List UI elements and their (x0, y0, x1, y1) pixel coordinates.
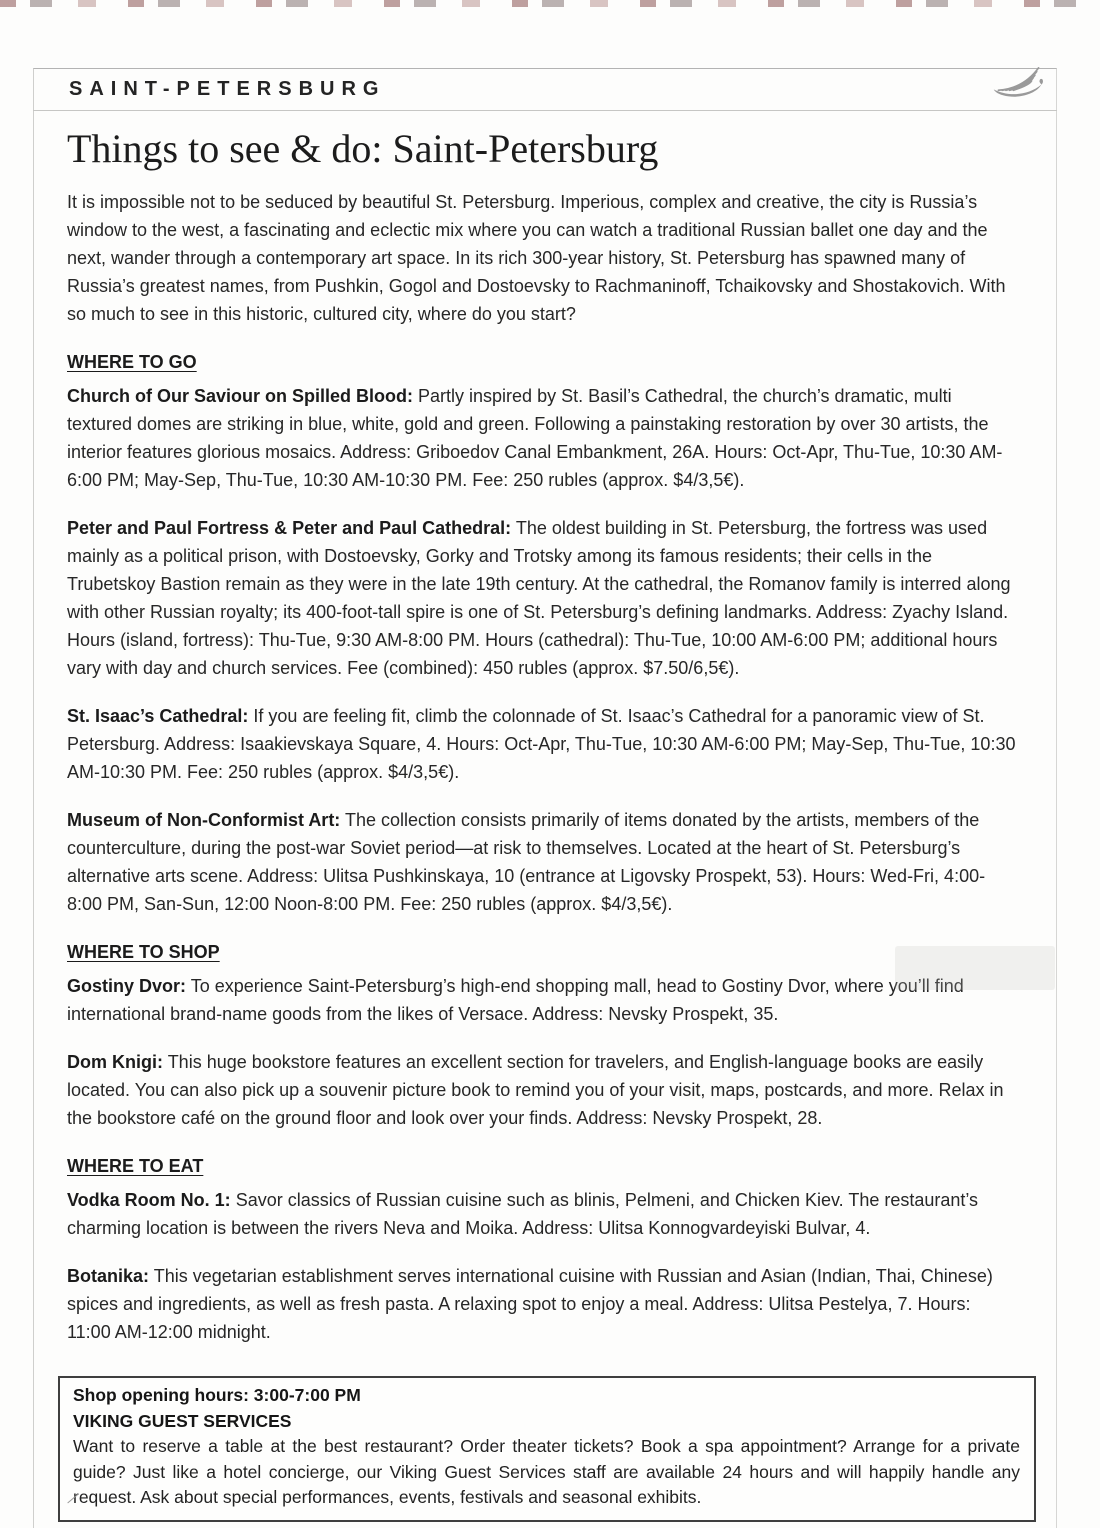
shop-opening-hours-line: Shop opening hours: 3:00-7:00 PM (73, 1385, 361, 1405)
poi-description: If you are feeling fit, climb the colonnade of St. Isaac’s Cathedral for a panoramic view of St. Petersburg. Address: Isaakievskaya Square, 4. Hours: Oct-Apr, Thu-Tue, 10:30 AM-6:00 PM; May-Sep, Thu-Tue, 10:30 AM-10:30 PM. Fee: 250 rubles (approx. $4/3,5€). (67, 706, 1016, 782)
poi-description: Savor classics of Russian cuisine such as blinis, Pelmeni, and Chicken Kiev. The restaurant’s charming location is between the rivers Neva and Moika. Address: Ulitsa Konnogvardeyiski Bulvar, 4. (67, 1190, 979, 1238)
poi-paragraph-church-spilled-blood (67, 382, 1019, 494)
poi-description: This huge bookstore features an excellent section for travelers, and English-language books are easily located. You can also pick up a souvenir picture book to remind you of your visit, maps, postcards, and more. Relax in the bookstore café on the ground floor and look over your finds. Address: Nevsky Prospekt, 28. (67, 1052, 1004, 1128)
section-heading-where-to-eat (67, 1152, 1019, 1180)
poi-name: Dom Knigi: (67, 1052, 163, 1072)
viking-guest-services-heading: VIKING GUEST SERVICES (73, 1410, 292, 1431)
section-heading-where-to-go (67, 348, 1019, 376)
section-heading-where-to-shop (67, 938, 1019, 966)
poi-name: Church of Our Saviour on Spilled Blood: (67, 386, 413, 406)
poi-paragraph-botanika (67, 1262, 1019, 1346)
poi-description: The collection consists primarily of items donated by the artists, members of the counterculture, during the post-war Soviet period—at risk to themselves. Located at the heart of St. Petersburg’s alternative arts scene. Address: Ulitsa Pushkinskaya, 10 (entrance at Ligovsky Prospekt, 53). Hours: Wed-Fri, 4:00-8:00 PM, San-Sun, 12:00 Noon-8:00 PM. Fee: 250 rubles (approx. $4/3,5€). (67, 810, 986, 914)
viking-ship-logo-icon (990, 58, 1046, 102)
page-header (33, 68, 1057, 111)
page-title: Things to see & do: Saint-Petersburg (67, 126, 659, 171)
poi-paragraph-vodka-room (67, 1186, 1019, 1242)
poi-description: This vegetarian establishment serves international cuisine with Russian and Asian (Indian, Thai, Chinese) spices and ingredients, as well as fresh pasta. A relaxing spot to enjoy a meal. Address: Ulitsa Pestelya, 7. Hours: 11:00 AM-12:00 midnight. (67, 1266, 993, 1342)
poi-paragraph-museum-nonconformist-art (67, 806, 1019, 918)
poi-paragraph-st-isaacs-cathedral (67, 702, 1019, 786)
poi-paragraph-peter-paul-fortress (67, 514, 1019, 682)
poi-description: The oldest building in St. Petersburg, the fortress was used mainly as a political prison, with Dostoevsky, Gorky and Trotsky among its famous residents; their cells in the Trubetskoy Bastion remain as they were in the late 19th century. At the cathedral, the Romanov family is interred along with other Russian royalty; its 400-foot-tall spire is one of St. Petersburg’s defining landmarks. Address: Zyachy Island. Hours (island, fortress): Thu-Tue, 9:30 AM-8:00 PM. Hours (cathedral): Thu-Tue, 10:00 AM-6:00 PM; additional hours vary with day and church services. Fee (combined): 450 rubles (approx. $7.50/6,5€). (67, 518, 1011, 678)
intro-paragraph: It is impossible not to be seduced by beautiful St. Petersburg. Imperious, complex and creative, the city is Russia’s window to the west, a fascinating and eclectic mix where you can watch a traditional Russian ballet one day and the next, wander through a contemporary art space. In its rich 300-year history, St. Petersburg has spawned many of Russia’s greatest names, from Pushkin, Gogol and Dostoevsky to Rachmaninoff, Tchaikovsky and Shostakovich. With so much to see in this historic, cultured city, where do you start? (67, 192, 1006, 324)
poi-description: To experience Saint-Petersburg’s high-end shopping mall, head to Gostiny Dvor, where you’ll find international brand-name goods from the likes of Versace. Address: Nevsky Prospekt, 35. (67, 976, 964, 1024)
poi-name: St. Isaac’s Cathedral: (67, 706, 249, 726)
brand-title: SAINT-PETERSBURG (69, 78, 386, 100)
poi-name: Botanika: (67, 1266, 150, 1286)
poi-name: Vodka Room No. 1: (67, 1190, 231, 1210)
poi-name: Gostiny Dvor: (67, 976, 187, 996)
poi-paragraph-gostiny-dvor (67, 972, 1019, 1028)
poi-description: Partly inspired by St. Basil’s Cathedral, the church’s dramatic, multi textured domes are striking in blue, white, gold and green. Following a painstaking restoration by over 30 artists, the interior features glorious mosaics. Address: Griboedov Canal Embankment, 26A. Hours: Oct-Apr, Thu-Tue, 10:30 AM-6:00 PM; May-Sep, Thu-Tue, 10:30 AM-10:30 PM. Fee: 250 rubles (approx. $4/3,5€). (67, 386, 1003, 490)
poi-name: Museum of Non-Conformist Art: (67, 810, 341, 830)
section-heading-text: WHERE TO GO (67, 352, 197, 372)
scan-artifact-top-edge (0, 0, 1100, 7)
poi-paragraph-dom-knigi (67, 1048, 1019, 1132)
section-heading-text: WHERE TO SHOP (67, 942, 220, 962)
scan-artifact-smudge (895, 946, 1055, 990)
guest-services-description: Want to reserve a table at the best restaurant? Order theater tickets? Book a spa appointment? Arrange for a private guide? Just like a hotel concierge, our Viking Guest Services staff are available 24 hours and will happily handle any request. Ask about special performances, events, festivals and seasonal exhibits. (73, 1436, 1020, 1507)
document-body (67, 120, 1019, 1366)
poi-name: Peter and Paul Fortress & Peter and Paul Cathedral: (67, 518, 512, 538)
section-heading-text: WHERE TO EAT (67, 1156, 204, 1176)
guest-services-info-box (58, 1376, 1036, 1522)
